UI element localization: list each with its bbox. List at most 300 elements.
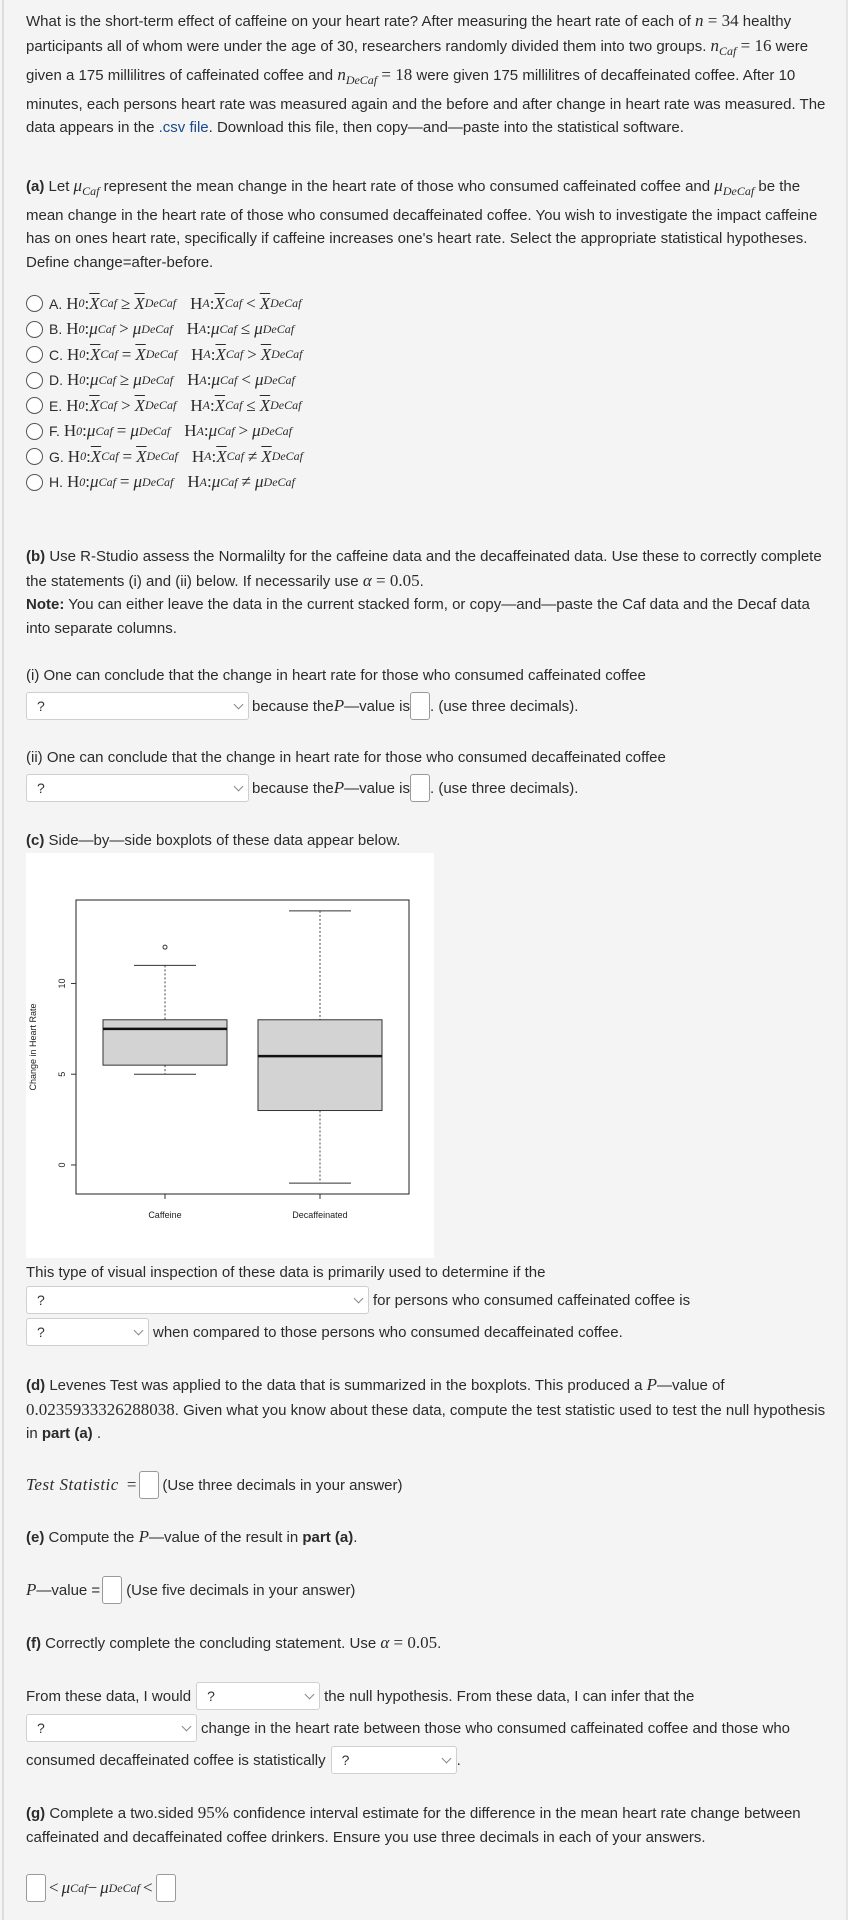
- caf-subscript: Caf: [225, 398, 243, 413]
- equals: =: [371, 570, 390, 590]
- radio-button[interactable]: [26, 423, 43, 440]
- part-b-i-row: [26, 692, 578, 720]
- less-than: <: [142, 1878, 153, 1897]
- period: .: [92, 1425, 102, 1442]
- select-value: ?: [37, 698, 45, 714]
- parameter-symbol: μ: [254, 319, 263, 339]
- alpha-symbol: α: [362, 570, 372, 590]
- caf-subscript: Caf: [219, 321, 237, 336]
- box-iqr: [103, 1020, 227, 1065]
- test-statistic-input[interactable]: [139, 1471, 159, 1499]
- option-letter: D.: [49, 372, 63, 389]
- period: .: [456, 1751, 461, 1769]
- caf-subscript: Caf: [101, 449, 119, 464]
- comparison-operator: >: [247, 344, 257, 364]
- outlier-point: [163, 945, 167, 949]
- comparison-operator: ≥: [120, 293, 131, 313]
- hypothesis-h: H: [66, 293, 79, 313]
- parameter-symbol: $\overline{X}$: [134, 293, 145, 313]
- parameter-symbol: $\overline{X}$: [261, 446, 272, 466]
- decaf-subscript: DeCaf: [270, 296, 302, 311]
- part-ref: part (a): [41, 1425, 93, 1442]
- colon: :: [86, 446, 91, 466]
- option-letter: G.: [49, 448, 64, 465]
- hint-text: (Use five decimals in your answer): [126, 1581, 356, 1599]
- intro-text: What is the short-term effect of caffeine on your heart rate? After measuring the heart rate of each of: [26, 13, 695, 30]
- hypothesis-h: H: [66, 319, 79, 339]
- part-f-text: From these data, I would: [26, 1687, 192, 1705]
- p-symbol: P: [26, 1580, 37, 1599]
- parameter-symbol: μ: [89, 319, 98, 339]
- chevron-down-icon: [234, 699, 244, 709]
- decaf-subscript: DeCaf: [260, 423, 293, 438]
- part-a-text: Let: [44, 178, 74, 195]
- part-c-text: for persons who consumed caffeinated coffee is: [373, 1291, 691, 1309]
- hypothesis-subscript: A: [199, 474, 208, 489]
- caf-subscript: Caf: [217, 423, 235, 438]
- confidence-level: 95%: [197, 1803, 229, 1822]
- y-tick-label: 0: [57, 1162, 67, 1168]
- part-c-label: (c): [26, 832, 45, 849]
- chevron-down-icon: [134, 1325, 144, 1335]
- part-f-text: Correctly complete the concluding statement. Use: [41, 1635, 381, 1652]
- decaf-subscript: DeCaf: [263, 474, 295, 489]
- parameter-symbol: μ: [211, 472, 221, 492]
- chevron-down-icon: [441, 1753, 451, 1763]
- parameter-symbol: μ: [90, 472, 99, 492]
- caf-subscript: Caf: [225, 347, 244, 362]
- n-decaf-value: 18: [395, 65, 413, 84]
- decaf-subscript: DeCaf: [263, 372, 295, 387]
- n-value: 34: [721, 11, 739, 30]
- caf-subscript: Caf: [82, 184, 100, 198]
- comparison-operator: =: [116, 421, 127, 441]
- decaf-subscript: DeCaf: [345, 73, 378, 87]
- colon: :: [207, 472, 212, 492]
- comparison-operator: >: [238, 421, 249, 441]
- hypothesis-h: H: [66, 395, 79, 415]
- parameter-symbol: μ: [254, 472, 264, 492]
- caf-subscript: Caf: [224, 296, 243, 311]
- comparison-operator: ≠: [247, 446, 258, 466]
- part-c-row-1: [26, 1286, 690, 1314]
- intro-paragraph: [26, 9, 826, 140]
- radio-button[interactable]: [26, 372, 43, 389]
- because-text: because the: [252, 697, 334, 715]
- hypothesis-subscript: 0: [79, 372, 86, 387]
- comparison-operator: <: [246, 293, 256, 313]
- hypothesis-option-h[interactable]: [26, 470, 303, 496]
- parameter-symbol: μ: [133, 472, 143, 492]
- chevron-down-icon: [354, 1293, 364, 1303]
- hypothesis-h: H: [186, 319, 199, 339]
- n-decaf-symbol: n: [337, 65, 346, 84]
- comparison-operator: ≤: [246, 395, 256, 415]
- comparison-operator: =: [121, 344, 132, 364]
- left-border: [2, 0, 4, 1920]
- part-d-question: [26, 1373, 826, 1446]
- part-b-ii-pvalue-input[interactable]: [410, 774, 430, 802]
- hypothesis-subscript: 0: [78, 296, 85, 311]
- caf-subscript: Caf: [226, 449, 244, 464]
- x-tick-label-decaffeinated: Decaffeinated: [292, 1210, 348, 1220]
- part-b-i-pvalue-input[interactable]: [410, 692, 430, 720]
- part-e-question: [26, 1525, 826, 1550]
- decaf-subscript: DeCaf: [144, 398, 177, 413]
- caf-subscript: Caf: [97, 321, 116, 336]
- parameter-symbol: $\overline{X}$: [259, 293, 271, 313]
- minus: −: [87, 1878, 98, 1897]
- decaf-subscript: DeCaf: [271, 347, 303, 362]
- hypothesis-options: [26, 291, 303, 495]
- colon: :: [210, 344, 216, 364]
- part-g-label: (g): [26, 1805, 46, 1822]
- parameter-symbol: μ: [90, 370, 99, 390]
- hint-text: (Use three decimals in your answer): [162, 1476, 403, 1494]
- part-g-text: Complete a two.sided: [45, 1805, 198, 1822]
- radio-button[interactable]: [26, 295, 43, 312]
- boxplot-svg: [26, 853, 434, 1258]
- hypothesis-subscript: A: [199, 372, 207, 387]
- part-b-i-text: (i) One can conclude that the change in heart rate for those who consumed caffeinated coffee: [26, 667, 646, 684]
- select-value: ?: [37, 1324, 45, 1340]
- hypothesis-h: H: [190, 293, 203, 313]
- radio-button[interactable]: [26, 397, 43, 414]
- hypothesis-subscript: 0: [78, 321, 85, 336]
- test-statistic-row: [26, 1471, 403, 1499]
- chevron-down-icon: [234, 781, 244, 791]
- intro-text: . Download this file, then copy—and—paste into the statistical software.: [208, 119, 684, 136]
- part-f-decision-select[interactable]: [196, 1682, 320, 1710]
- decaf-subscript: DeCaf: [141, 321, 173, 336]
- hypothesis-option-c[interactable]: [26, 342, 303, 368]
- parameter-symbol: $\overline{X}$: [260, 344, 272, 364]
- parameter-symbol: $\overline{X}$: [136, 446, 147, 466]
- decaf-subscript: DeCaf: [271, 449, 304, 464]
- hypothesis-option-e[interactable]: [26, 393, 303, 419]
- option-letter: B.: [49, 321, 63, 338]
- parameter-symbol: $\overline{X}$: [90, 446, 102, 466]
- option-letter: E.: [49, 397, 63, 414]
- test-statistic-label: Test Statistic: [26, 1475, 119, 1494]
- part-g-text: confidence interval estimate for the difference in the mean heart rate change between caffeinated and decaffeinated coffee drinkers. Ensure you use three decimals in each of your answers.: [26, 1805, 801, 1846]
- hypothesis-option-f[interactable]: [26, 419, 303, 445]
- confidence-interval-row: [26, 1874, 176, 1902]
- hypothesis-option-b[interactable]: [26, 317, 303, 343]
- part-c-select-2[interactable]: [26, 1318, 149, 1346]
- hypothesis-h: H: [187, 472, 200, 492]
- decaf-subscript: DeCaf: [108, 1880, 140, 1895]
- hypothesis-h: H: [187, 370, 200, 390]
- decaf-subscript: DeCaf: [270, 398, 302, 413]
- hypothesis-subscript: A: [204, 449, 212, 464]
- pvalue-input[interactable]: [102, 1576, 122, 1604]
- chevron-down-icon: [305, 1689, 315, 1699]
- equals: =: [389, 1633, 408, 1652]
- caf-subscript: Caf: [70, 1880, 88, 1895]
- part-ref: part (a): [302, 1529, 354, 1546]
- hypothesis-subscript: 0: [80, 449, 87, 464]
- caf-subscript: Caf: [98, 474, 116, 489]
- decaf-subscript: DeCaf: [146, 449, 178, 464]
- hypothesis-option-d[interactable]: [26, 368, 303, 394]
- part-b-ii-select[interactable]: [26, 774, 249, 802]
- part-c-text: when compared to those persons who consumed decaffeinated coffee.: [153, 1323, 623, 1341]
- decaf-subscript: DeCaf: [145, 347, 178, 362]
- select-value: ?: [37, 1720, 45, 1736]
- part-a-question: [26, 174, 826, 274]
- parameter-symbol: μ: [211, 370, 221, 390]
- because-text: because the: [252, 779, 334, 797]
- part-c-text: Side—by—side boxplots of these data appear below.: [44, 832, 401, 849]
- part-g-question: [26, 1801, 826, 1849]
- equals: =: [377, 65, 396, 84]
- alpha-symbol: α: [380, 1633, 390, 1652]
- caf-subscript: Caf: [220, 372, 238, 387]
- select-value: ?: [37, 780, 45, 796]
- part-a-text: be the mean change in the heart rate of those who consumed decaffeinated coffee. You wish to investigate the impact caffeine has on ones heart rate, specifically if caffeine increases one's heart rate. Select the appropriate statistical hypotheses. Define change=after-before.: [26, 178, 818, 271]
- radio-button[interactable]: [26, 448, 43, 465]
- n-caf-value: 16: [754, 35, 772, 55]
- comparison-operator: ≤: [240, 319, 251, 339]
- hypothesis-subscript: A: [198, 321, 207, 336]
- part-f-row-3: [26, 1746, 461, 1774]
- hypothesis-subscript: 0: [78, 398, 85, 413]
- part-b-ii-text: (ii) One can conclude that the change in heart rate for those who consumed decaffeinated coffee: [26, 749, 666, 766]
- parameter-symbol: $\overline{X}$: [89, 395, 100, 415]
- colon: :: [84, 319, 90, 339]
- part-f-mean-select[interactable]: [26, 1714, 197, 1742]
- option-letter: A.: [49, 295, 63, 312]
- parameter-symbol: $\overline{X}$: [215, 344, 226, 364]
- p-symbol: P: [138, 1527, 149, 1546]
- radio-button[interactable]: [26, 321, 43, 338]
- hypothesis-subscript: 0: [76, 423, 83, 438]
- parameter-symbol: $\overline{X}$: [134, 395, 145, 415]
- pvalue-text: —value is: [344, 779, 410, 797]
- alpha-value: 0.05: [407, 1633, 438, 1652]
- decaf-subscript: DeCaf: [138, 423, 171, 438]
- parameter-symbol: $\overline{X}$: [89, 293, 100, 313]
- parameter-symbol: $\overline{X}$: [90, 344, 101, 364]
- part-e-label: (e): [26, 1529, 45, 1546]
- parameter-symbol: μ: [86, 421, 96, 441]
- colon: :: [82, 421, 87, 441]
- visual-inspection-text: This type of visual inspection of these data is primarily used to determine if the: [26, 1264, 546, 1281]
- part-e-text: Compute the: [44, 1529, 139, 1546]
- part-b-label: (b): [26, 548, 46, 565]
- option-letter: C.: [49, 346, 63, 363]
- p-symbol: P: [646, 1375, 658, 1394]
- hypothesis-h: H: [191, 344, 204, 364]
- colon: :: [211, 446, 217, 466]
- comparison-operator: ≠: [241, 472, 251, 492]
- parameter-symbol: μ: [132, 319, 142, 339]
- y-tick-label: 10: [57, 978, 67, 989]
- hypothesis-subscript: 0: [79, 347, 86, 362]
- colon: :: [85, 344, 91, 364]
- equals: =: [703, 11, 722, 30]
- part-b-text: Use R-Studio assess the Normalilty for the caffeine data and the decaffeinated data. Use these to correctly complete the statements (i) and (ii) below. If necessarily use: [26, 548, 822, 590]
- y-tick-label: 5: [57, 1071, 67, 1077]
- equals: =: [736, 35, 755, 55]
- n-symbol: n: [694, 11, 704, 30]
- part-f-text: change in the heart rate between those who consumed caffeinated coffee and those who: [201, 1719, 791, 1737]
- part-c-row-2: [26, 1318, 623, 1346]
- decaf-subscript: DeCaf: [722, 184, 755, 198]
- radio-button[interactable]: [26, 346, 43, 363]
- part-f-significance-select[interactable]: [331, 1746, 457, 1774]
- caf-subscript: Caf: [98, 372, 116, 387]
- parameter-symbol: $\overline{X}$: [216, 446, 227, 466]
- parameter-symbol: μ: [210, 319, 220, 339]
- ci-lower-input[interactable]: [26, 1874, 46, 1902]
- box-iqr: [258, 1020, 382, 1111]
- part-b-ii-row: [26, 774, 578, 802]
- colon: :: [84, 395, 90, 415]
- comparison-operator: >: [120, 395, 131, 415]
- select-value: ?: [341, 1752, 350, 1768]
- parameter-symbol: μ: [252, 421, 261, 441]
- part-a-label: (a): [26, 178, 45, 195]
- period: .: [419, 572, 424, 590]
- hypothesis-h: H: [184, 421, 197, 441]
- caf-subscript: Caf: [95, 423, 113, 438]
- part-d-label: (d): [26, 1377, 46, 1394]
- parameter-symbol: $\overline{X}$: [259, 395, 271, 415]
- decaf-subscript: DeCaf: [142, 474, 174, 489]
- part-f-text: the null hypothesis. From these data, I can infer that the: [324, 1687, 695, 1705]
- decaf-subscript: DeCaf: [144, 296, 177, 311]
- part-d-text: . Given what you know about these data, compute the test statistic used to test the null hypothesis in: [26, 1401, 826, 1442]
- intro-text: healthy participants all of whom were under the age of 30, researchers randomly divided them into two groups.: [26, 13, 792, 55]
- parameter-symbol: μ: [254, 370, 264, 390]
- decaf-subscript: DeCaf: [262, 321, 295, 336]
- parameter-symbol: $\overline{X}$: [135, 344, 146, 364]
- select-value: ?: [207, 1688, 215, 1704]
- note-label: Note:: [26, 596, 65, 613]
- comparison-operator: >: [119, 319, 129, 339]
- part-f-label: (f): [26, 1635, 41, 1652]
- mu-symbol: μ: [61, 1878, 71, 1897]
- mu-symbol: μ: [73, 176, 83, 195]
- hypothesis-h: H: [67, 446, 81, 466]
- colon: :: [85, 472, 91, 492]
- period: .: [353, 1529, 358, 1546]
- caf-subscript: Caf: [719, 43, 737, 58]
- hypothesis-option-a[interactable]: [26, 291, 303, 317]
- decaf-subscript: DeCaf: [141, 372, 174, 387]
- part-b-question: [26, 545, 826, 640]
- part-f-row-1: [26, 1682, 694, 1710]
- hypothesis-h: H: [190, 395, 203, 415]
- parameter-symbol: $\overline{X}$: [214, 395, 226, 415]
- hypothesis-h: H: [191, 446, 205, 466]
- hypothesis-subscript: A: [203, 347, 211, 362]
- ci-upper-input[interactable]: [156, 1874, 176, 1902]
- parameter-symbol: $\overline{X}$: [214, 293, 225, 313]
- period: .: [437, 1635, 442, 1652]
- pvalue-text: —value is: [344, 697, 410, 715]
- parameter-symbol: μ: [208, 421, 218, 441]
- colon: :: [206, 370, 212, 390]
- option-letter: H.: [49, 474, 63, 491]
- hypothesis-subscript: 0: [79, 474, 86, 489]
- mu-symbol: μ: [714, 176, 723, 195]
- option-letter: F.: [49, 423, 60, 440]
- parameter-symbol: μ: [133, 370, 142, 390]
- alpha-value: 0.05: [389, 570, 420, 590]
- hypothesis-h: H: [67, 370, 80, 390]
- mu-symbol: μ: [100, 1878, 109, 1897]
- levene-pvalue: 0.0235933326288038: [26, 1399, 175, 1419]
- hypothesis-subscript: A: [196, 423, 204, 438]
- boxplot-chart: [26, 853, 434, 1258]
- colon: :: [209, 293, 215, 313]
- part-b-i-select[interactable]: [26, 692, 249, 720]
- x-tick-label-caffeine: Caffeine: [148, 1210, 182, 1220]
- note-text: You can either leave the data in the current stacked form, or copy—and—paste the Caf data and the Decaf data into separate columns.: [26, 596, 810, 637]
- hypothesis-h: H: [67, 344, 80, 364]
- comparison-operator: =: [119, 472, 130, 492]
- hypothesis-subscript: A: [202, 296, 210, 311]
- part-f-text: consumed decaffeinated coffee is statistically: [26, 1751, 326, 1769]
- radio-button[interactable]: [26, 474, 43, 491]
- caf-subscript: Caf: [99, 296, 117, 311]
- part-d-text: Levenes Test was applied to the data that is summarized in the boxplots. This produced a: [45, 1377, 647, 1394]
- comparison-operator: ≥: [119, 370, 130, 390]
- comparison-operator: =: [122, 446, 133, 466]
- hypothesis-option-g[interactable]: [26, 444, 303, 470]
- part-f-row-2: [26, 1714, 790, 1742]
- part-f-question: [26, 1631, 826, 1656]
- intro-text: were given a 175 millilitres of caffeinated coffee and: [26, 37, 809, 84]
- colon: :: [85, 370, 91, 390]
- pvalue-label: —value =: [36, 1581, 101, 1599]
- comparison-operator: <: [241, 370, 251, 390]
- csv-file-link[interactable]: .csv file: [158, 119, 209, 136]
- parameter-symbol: μ: [130, 421, 139, 441]
- select-value: ?: [37, 1292, 45, 1308]
- n-caf-symbol: n: [710, 35, 720, 55]
- caf-subscript: Caf: [220, 474, 238, 489]
- hypothesis-h: H: [63, 421, 77, 441]
- caf-subscript: Caf: [99, 398, 117, 413]
- hint-text: . (use three decimals).: [429, 779, 579, 797]
- less-than: <: [49, 1878, 59, 1897]
- part-a-text: represent the mean change in the heart rate of those who consumed caffeinated coffee and: [99, 178, 715, 195]
- colon: :: [209, 395, 215, 415]
- colon: :: [206, 319, 211, 339]
- equals: =: [126, 1475, 137, 1494]
- hint-text: . (use three decimals).: [429, 697, 579, 715]
- colon: :: [203, 421, 209, 441]
- intro-text: were given 175 millilitres of decaffeinated coffee. After 10 minutes, each persons heart rate was measured again and the before and after change in heart rate was measured. The data appears in the: [26, 67, 826, 136]
- caf-subscript: Caf: [100, 347, 118, 362]
- hypothesis-subscript: A: [202, 398, 210, 413]
- y-axis-label: Change in Heart Rate: [28, 1003, 38, 1091]
- p-symbol: P: [333, 696, 345, 715]
- part-e-text: —value of the result in: [148, 1529, 303, 1546]
- pvalue-row: [26, 1576, 355, 1604]
- part-c-select-1[interactable]: [26, 1286, 369, 1314]
- p-symbol: P: [333, 778, 345, 797]
- colon: :: [84, 293, 90, 313]
- hypothesis-h: H: [67, 472, 80, 492]
- part-d-text: —value of: [657, 1377, 725, 1394]
- part-c-question: [26, 829, 826, 853]
- chevron-down-icon: [182, 1721, 192, 1731]
